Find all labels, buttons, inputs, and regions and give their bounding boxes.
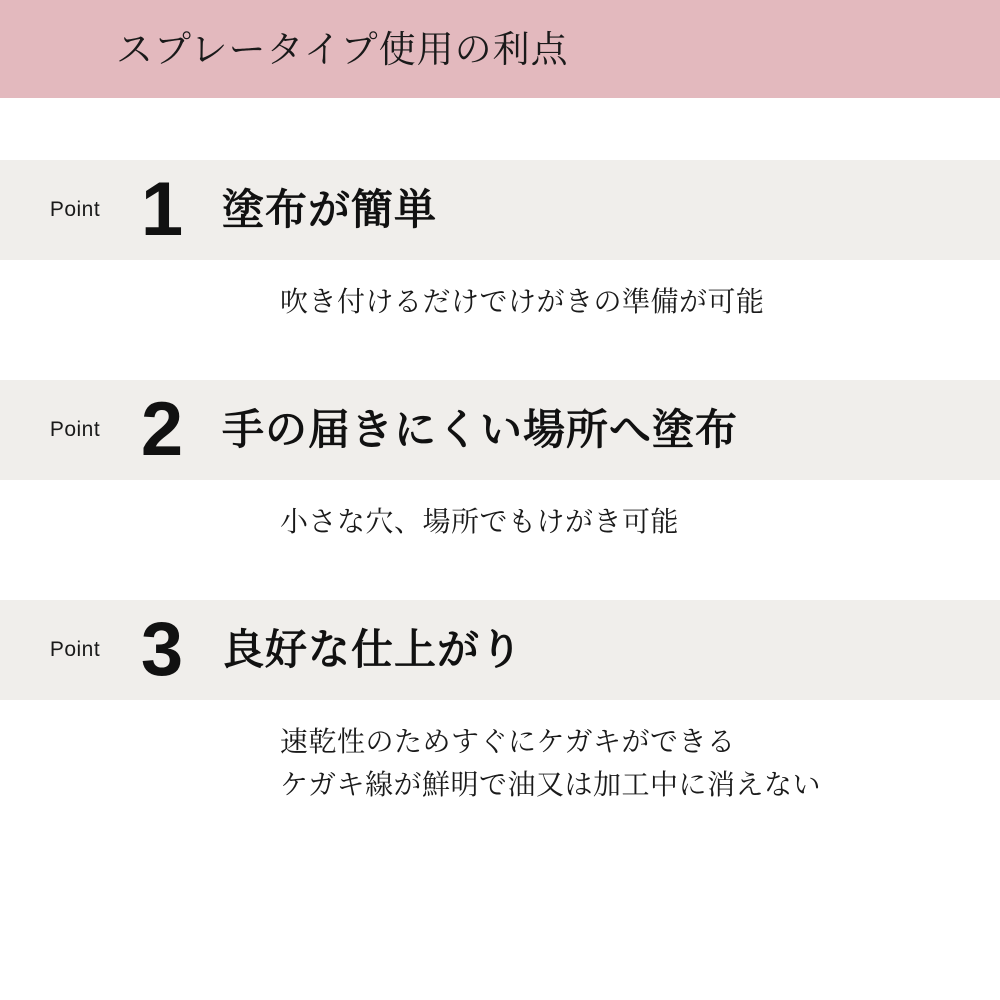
point-heading-2: 手の届きにくい場所へ塗布	[222, 406, 739, 453]
point-block-2	[0, 380, 1000, 543]
point-description-line: 速乾性のためすぐにケガキができる	[280, 726, 736, 757]
point-label-3: Point	[49, 638, 101, 661]
point-bar-2	[0, 380, 1000, 480]
page-title: スプレータイプ使用の利点	[116, 28, 569, 70]
point-bar-3	[0, 600, 1000, 700]
point-description-3	[0, 700, 1000, 807]
point-heading-3: 良好な仕上がり	[222, 626, 524, 673]
point-description-line: 吹き付けるだけでけがきの準備が可能	[280, 286, 765, 317]
point-number-2: 2	[140, 387, 184, 472]
point-number-1: 1	[140, 167, 184, 252]
point-description-1	[0, 260, 1000, 323]
point-bar-1	[0, 160, 1000, 260]
point-description-line: ケガキ線が鮮明で油又は加工中に消えない	[280, 769, 821, 801]
point-heading-1: 塗布が簡単	[222, 186, 438, 233]
point-number-3: 3	[140, 607, 184, 692]
point-block-3	[0, 600, 1000, 807]
point-label-1: Point	[49, 198, 101, 221]
header-banner	[0, 0, 1000, 98]
point-label-2: Point	[49, 418, 101, 441]
point-description-line: 小さな穴、場所でもけがき可能	[280, 506, 680, 537]
point-block-1	[0, 160, 1000, 323]
point-description-2	[0, 480, 1000, 543]
